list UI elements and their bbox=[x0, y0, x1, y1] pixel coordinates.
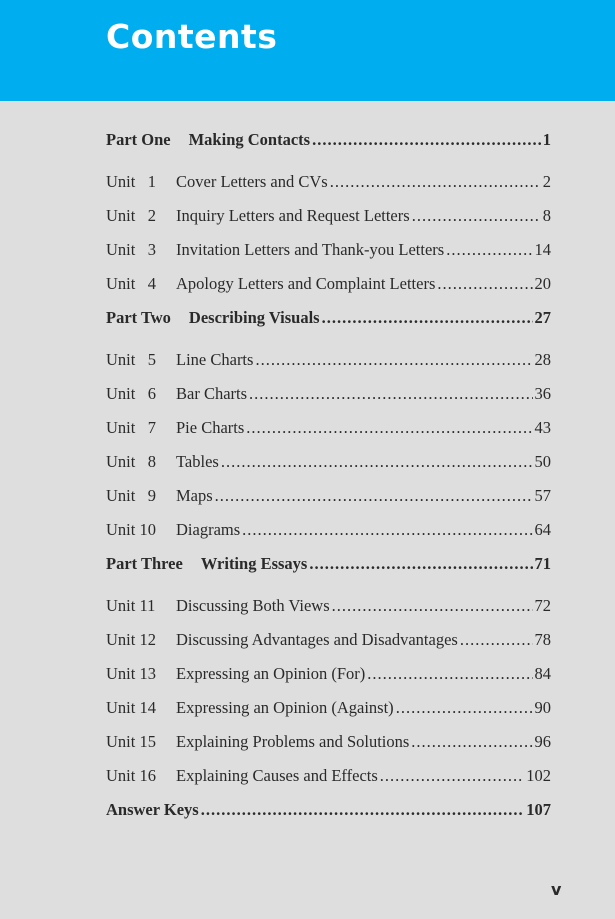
entry-page-number: 27 bbox=[534, 308, 551, 327]
entry-lead bbox=[106, 698, 176, 718]
dot-leader bbox=[221, 452, 533, 472]
entry-lead bbox=[106, 172, 176, 192]
toc-unit-entry[interactable] bbox=[106, 240, 551, 274]
unit-number: Unit 16 bbox=[106, 766, 156, 785]
toc-unit-entry[interactable] bbox=[106, 206, 551, 240]
entry-lead bbox=[106, 520, 176, 540]
dot-leader bbox=[215, 486, 533, 506]
dot-leader bbox=[309, 554, 532, 574]
toc-unit-entry[interactable] bbox=[106, 698, 551, 732]
entry-lead bbox=[106, 664, 176, 684]
dot-leader bbox=[201, 800, 525, 820]
entry-title: Tables bbox=[176, 452, 219, 471]
toc-unit-entry[interactable] bbox=[106, 732, 551, 766]
entry-page-number: 57 bbox=[534, 486, 551, 505]
dot-leader bbox=[367, 664, 532, 684]
entry-page-number: 72 bbox=[534, 596, 551, 615]
dot-leader bbox=[242, 520, 532, 540]
entry-title: Expressing an Opinion (For) bbox=[176, 664, 366, 683]
entry-title: Discussing Advantages and Disadvantages bbox=[176, 630, 458, 649]
unit-number: Unit 4 bbox=[106, 274, 156, 293]
entry-title: Making Contacts bbox=[188, 130, 311, 149]
unit-number: Unit 8 bbox=[106, 452, 156, 471]
entry-page-number: 84 bbox=[534, 664, 551, 683]
entry-page-number: 43 bbox=[534, 418, 551, 437]
entry-page-number: 28 bbox=[534, 350, 551, 369]
unit-number: Unit 10 bbox=[106, 520, 156, 539]
toc-unit-entry[interactable] bbox=[106, 418, 551, 452]
toc-unit-entry[interactable] bbox=[106, 452, 551, 486]
entry-title: Maps bbox=[176, 486, 213, 505]
entry-title: Apology Letters and Complaint Letters bbox=[176, 274, 436, 293]
dot-leader bbox=[249, 384, 532, 404]
entry-title: Pie Charts bbox=[176, 418, 245, 437]
entry-title: Explaining Problems and Solutions bbox=[176, 732, 410, 751]
entry-page-number: 102 bbox=[526, 766, 551, 785]
entry-page-number: 20 bbox=[534, 274, 551, 293]
unit-number: Unit 11 bbox=[106, 596, 156, 615]
toc-unit-entry[interactable] bbox=[106, 596, 551, 630]
unit-number: Unit 9 bbox=[106, 486, 156, 505]
entry-lead bbox=[106, 732, 176, 752]
entry-page-number: 36 bbox=[534, 384, 551, 403]
entry-lead bbox=[106, 130, 189, 150]
entry-lead bbox=[106, 766, 176, 786]
entry-lead bbox=[106, 274, 176, 294]
dot-leader bbox=[246, 418, 532, 438]
page-number: v bbox=[551, 880, 562, 899]
entry-title: Writing Essays bbox=[200, 554, 308, 573]
entry-title: Inquiry Letters and Request Letters bbox=[176, 206, 410, 225]
dot-leader bbox=[412, 206, 541, 226]
entry-page-number: 50 bbox=[534, 452, 551, 471]
toc-unit-entry[interactable] bbox=[106, 520, 551, 554]
entry-title: Discussing Both Views bbox=[176, 596, 330, 615]
entry-page-number: 64 bbox=[534, 520, 551, 539]
entry-page-number: 8 bbox=[542, 206, 551, 225]
toc-part-entry[interactable] bbox=[106, 800, 551, 842]
entry-lead bbox=[106, 418, 176, 438]
unit-number: Unit 6 bbox=[106, 384, 156, 403]
unit-number: Unit 1 bbox=[106, 172, 156, 191]
unit-number: Unit 7 bbox=[106, 418, 156, 437]
part-number: Part One bbox=[106, 130, 171, 149]
dot-leader bbox=[437, 274, 532, 294]
toc-unit-entry[interactable] bbox=[106, 384, 551, 418]
table-of-contents bbox=[106, 130, 551, 842]
entry-lead bbox=[106, 486, 176, 506]
entry-lead bbox=[106, 452, 176, 472]
entry-lead bbox=[106, 630, 176, 650]
unit-number: Unit 12 bbox=[106, 630, 156, 649]
dot-leader bbox=[380, 766, 524, 786]
unit-number: Unit 13 bbox=[106, 664, 156, 683]
unit-number: Unit 3 bbox=[106, 240, 156, 259]
dot-leader bbox=[332, 596, 533, 616]
entry-title: Line Charts bbox=[176, 350, 254, 369]
page-title: Contents bbox=[106, 17, 278, 56]
entry-lead bbox=[106, 240, 176, 260]
toc-unit-entry[interactable] bbox=[106, 172, 551, 206]
entry-title: Describing Visuals bbox=[188, 308, 320, 327]
entry-title: Cover Letters and CVs bbox=[176, 172, 328, 191]
entry-page-number: 1 bbox=[542, 130, 551, 149]
entry-page-number: 14 bbox=[534, 240, 551, 259]
entry-page-number: 2 bbox=[542, 172, 551, 191]
toc-unit-entry[interactable] bbox=[106, 350, 551, 384]
entry-title: Bar Charts bbox=[176, 384, 248, 403]
entry-page-number: 71 bbox=[534, 554, 551, 573]
part-number: Part Two bbox=[106, 308, 171, 327]
entry-title: Diagrams bbox=[176, 520, 241, 539]
header-banner bbox=[0, 0, 615, 101]
toc-part-entry[interactable] bbox=[106, 308, 551, 350]
entry-lead bbox=[106, 554, 201, 574]
entry-page-number: 90 bbox=[534, 698, 551, 717]
dot-leader bbox=[322, 308, 533, 328]
dot-leader bbox=[460, 630, 533, 650]
entry-title: Answer Keys bbox=[106, 800, 199, 819]
entry-lead bbox=[106, 206, 176, 226]
entry-lead bbox=[106, 384, 176, 404]
toc-unit-entry[interactable] bbox=[106, 486, 551, 520]
entry-page-number: 107 bbox=[526, 800, 551, 819]
entry-title: Explaining Causes and Effects bbox=[176, 766, 378, 785]
entry-lead bbox=[106, 596, 176, 616]
toc-part-entry[interactable] bbox=[106, 130, 551, 172]
entry-title: Invitation Letters and Thank-you Letters bbox=[176, 240, 445, 259]
dot-leader bbox=[446, 240, 532, 260]
dot-leader bbox=[255, 350, 532, 370]
dot-leader bbox=[396, 698, 533, 718]
part-number: Part Three bbox=[106, 554, 183, 573]
toc-part-entry[interactable] bbox=[106, 554, 551, 596]
toc-unit-entry[interactable] bbox=[106, 274, 551, 308]
unit-number: Unit 14 bbox=[106, 698, 156, 717]
unit-number: Unit 5 bbox=[106, 350, 156, 369]
toc-unit-entry[interactable] bbox=[106, 630, 551, 664]
entry-page-number: 96 bbox=[534, 732, 551, 751]
entry-lead bbox=[106, 308, 189, 328]
entry-lead bbox=[106, 350, 176, 370]
toc-unit-entry[interactable] bbox=[106, 766, 551, 800]
entry-title: Expressing an Opinion (Against) bbox=[176, 698, 394, 717]
toc-unit-entry[interactable] bbox=[106, 664, 551, 698]
dot-leader bbox=[312, 130, 541, 150]
unit-number: Unit 2 bbox=[106, 206, 156, 225]
entry-page-number: 78 bbox=[534, 630, 551, 649]
unit-number: Unit 15 bbox=[106, 732, 156, 751]
dot-leader bbox=[411, 732, 532, 752]
dot-leader bbox=[330, 172, 541, 192]
